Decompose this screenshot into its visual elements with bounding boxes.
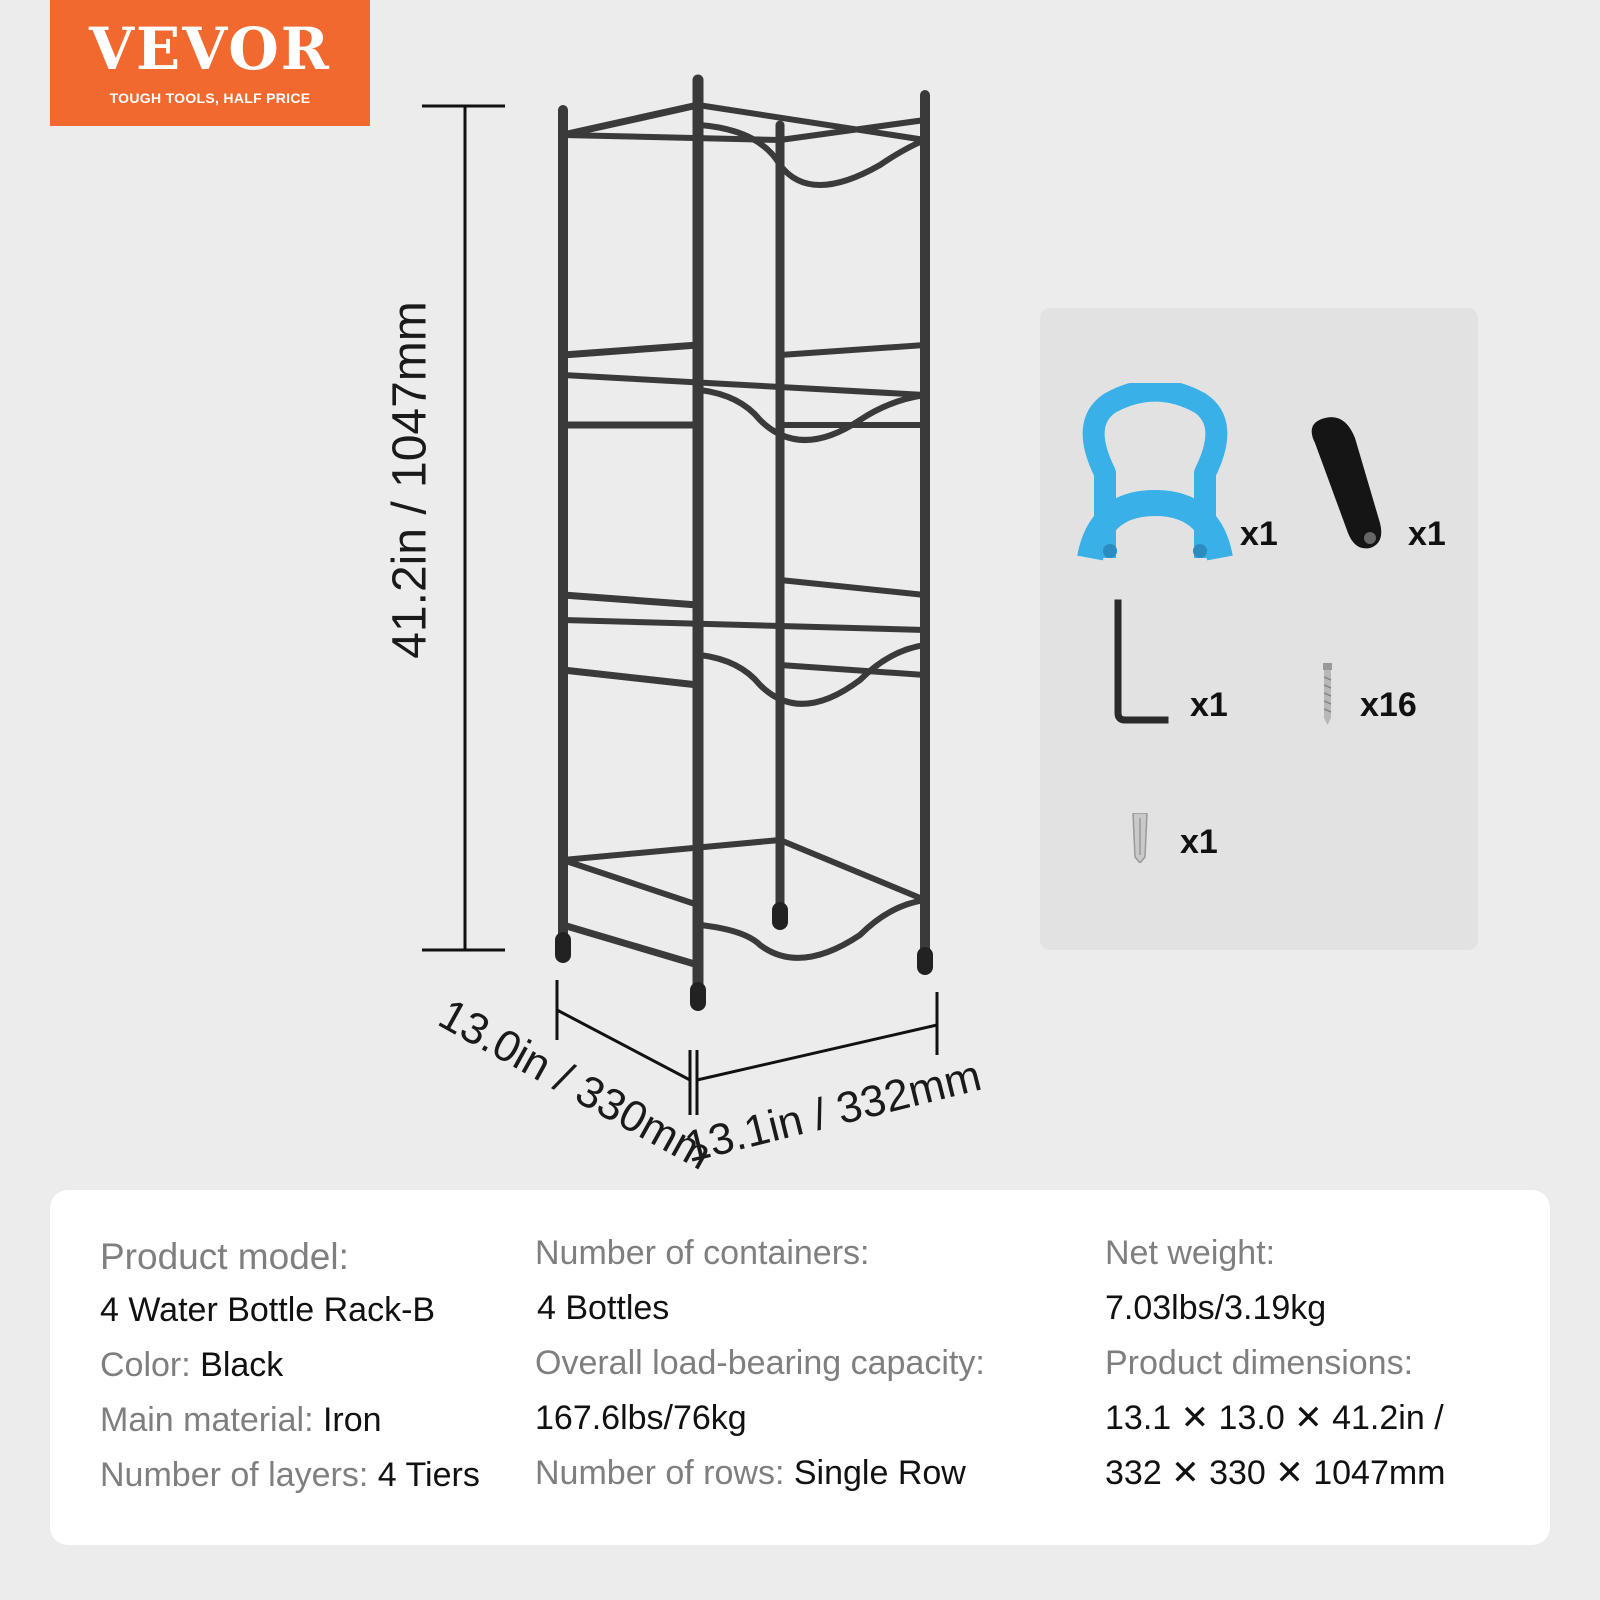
logo-brand: VEVOR [89,15,331,83]
specs-card [50,1190,1550,1545]
spec-capacity-value-row [535,1401,747,1435]
spec-model-value-row [100,1293,435,1327]
bottle-handle-qty: x1 [1240,515,1278,553]
bottle-handle-icon [1070,383,1240,568]
spec-rows-value: Single Row [793,1454,966,1492]
logo-tagline: TOUGH TOOLS, HALF PRICE [109,90,311,106]
spec-dimensions-label: Product dimensions: [1105,1344,1414,1382]
width-dimension-label: 13.1in / 332mm [679,1051,986,1172]
spec-dimensions-value-1 [1105,1401,1444,1435]
spec-weight [1105,1236,1275,1270]
spec-material-label: Main material: [100,1401,314,1439]
spec-rows-label: Number of rows: [535,1454,785,1492]
spec-rows [535,1456,966,1490]
allen-key-icon [1110,598,1170,733]
spec-model [100,1238,349,1275]
strap-icon [1300,413,1400,563]
height-dimension-label: 41.2in / 1047mm [383,301,437,659]
spec-layers-label: Number of layers: [100,1456,369,1494]
spec-capacity-label: Overall load-bearing capacity: [535,1344,985,1382]
spec-material [100,1403,382,1437]
screw-qty: x16 [1360,686,1417,724]
spec-weight-value-row [1105,1291,1326,1325]
spec-dimensions-mm: 332 ✕ 330 ✕ 1047mm [1105,1454,1446,1492]
spec-dimensions [1105,1346,1413,1380]
spec-containers-value-row [537,1291,669,1325]
strap-qty: x1 [1408,515,1446,553]
spec-dimensions-value-2 [1105,1456,1446,1490]
depth-dimension-label: 13.0in / 330mm [430,989,720,1180]
spec-weight-value: 7.03lbs/3.19kg [1105,1289,1327,1327]
allen-key-qty: x1 [1190,686,1228,724]
spec-weight-label: Net weight: [1105,1234,1276,1272]
spec-dimensions-inches: 13.1 ✕ 13.0 ✕ 41.2in / [1105,1399,1444,1437]
rack-frame [563,80,925,1003]
wall-anchor-qty: x1 [1180,823,1218,861]
spec-containers-value: 4 Bottles [537,1289,670,1327]
spec-color [100,1348,283,1382]
spec-capacity-value: 167.6lbs/76kg [535,1399,747,1437]
accessories-panel [1040,308,1478,950]
spec-model-value: 4 Water Bottle Rack-B [100,1291,436,1329]
screw-icon [1315,663,1339,730]
wall-anchor-icon [1128,813,1152,868]
spec-layers-value: 4 Tiers [377,1456,480,1494]
spec-containers [535,1236,870,1270]
spec-material-value: Iron [322,1401,382,1439]
spec-containers-label: Number of containers: [535,1234,870,1272]
spec-model-label: Product model: [100,1236,349,1277]
spec-layers [100,1458,480,1492]
spec-color-label: Color: [100,1346,191,1384]
spec-capacity [535,1346,985,1380]
spec-color-value: Black [200,1346,284,1384]
